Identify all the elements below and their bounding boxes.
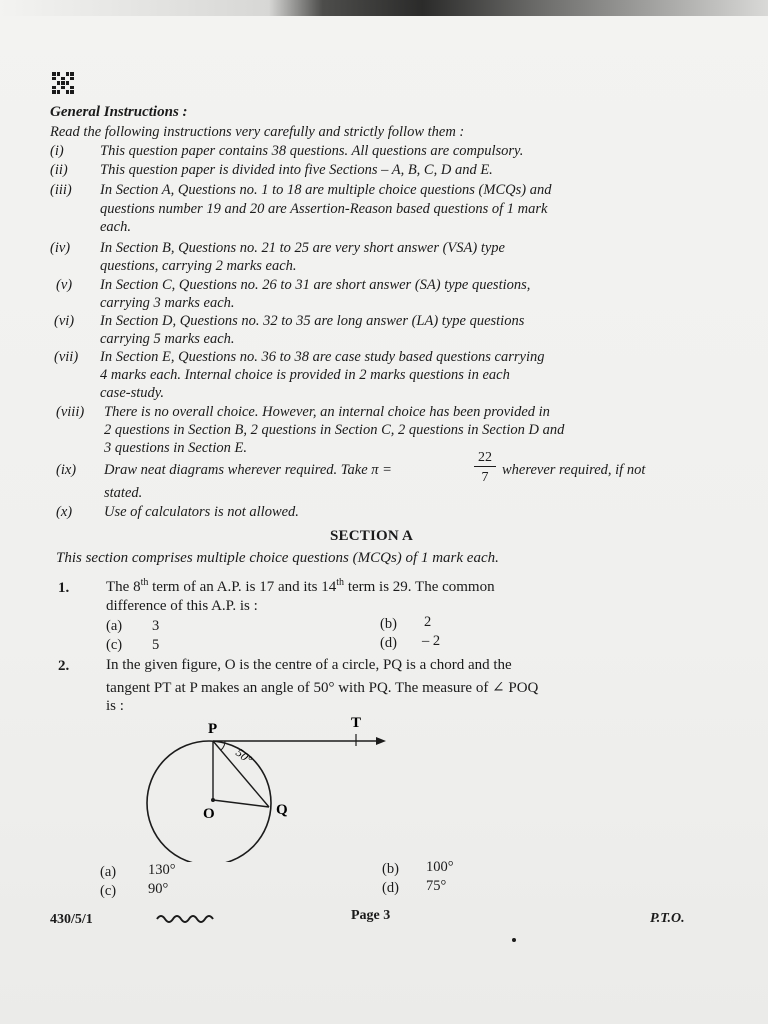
instruction-number: (x) xyxy=(56,504,73,520)
instruction-text: This question paper is divided into five Sections – A, B, C, D and E. xyxy=(100,162,493,178)
instruction-number: (v) xyxy=(56,277,73,293)
instruction-text: In Section B, Questions no. 21 to 25 are very short answer (VSA) type xyxy=(100,240,505,256)
instruction-number: (ix) xyxy=(56,462,77,478)
instruction-text: This question paper contains 38 questions. All questions are compulsory. xyxy=(100,143,524,159)
option-value: 100° xyxy=(426,859,454,875)
instruction-text: 2 questions in Section B, 2 questions in Section C, 2 questions in Section D and xyxy=(104,422,565,438)
option-value: 90° xyxy=(148,881,169,897)
option-label: (b) xyxy=(382,861,399,877)
option-label: (c) xyxy=(100,883,117,899)
ink-dot xyxy=(512,938,516,942)
section-title: SECTION A xyxy=(330,528,414,544)
instruction-number: (iii) xyxy=(50,182,72,198)
paper-code: 430/5/1 xyxy=(50,912,93,927)
center-point xyxy=(211,798,215,802)
question-text: tangent PT at P makes an angle of 50° with PQ. The measure of ∠ POQ xyxy=(106,680,539,696)
page-number: Page 3 xyxy=(351,908,391,923)
instruction-text: each. xyxy=(100,219,131,235)
pto-label: P.T.O. xyxy=(650,911,685,926)
question-number: 1. xyxy=(58,580,70,596)
question-text: The 8th term of an A.P. is 17 and its 14th term is 29. The common xyxy=(106,577,495,595)
instruction-text: In Section A, Questions no. 1 to 18 are multiple choice questions (MCQs) and xyxy=(100,182,552,198)
section-description: This section comprises multiple choice questions (MCQs) of 1 mark each. xyxy=(56,550,499,566)
pi-fraction-denominator: 7 xyxy=(481,470,489,485)
label-p: P xyxy=(208,721,218,737)
instruction-text: carrying 5 marks each. xyxy=(100,331,235,347)
instruction-number: (viii) xyxy=(56,404,85,420)
decorative-wave-icon xyxy=(155,912,215,924)
option-label: (a) xyxy=(106,618,123,634)
instruction-number: (vi) xyxy=(54,313,75,329)
instruction-text: carrying 3 marks each. xyxy=(100,295,235,311)
instruction-text: case-study. xyxy=(100,385,165,401)
option-label: (d) xyxy=(382,880,399,896)
instruction-text: There is no overall choice. However, an internal choice has been provided in xyxy=(104,404,550,420)
instruction-text: 4 marks each. Internal choice is provided in 2 marks questions in each xyxy=(100,367,510,383)
instruction-text: questions number 19 and 20 are Assertion-Reason based questions of 1 mark xyxy=(100,201,548,217)
option-value: – 2 xyxy=(422,633,441,649)
option-label: (c) xyxy=(106,637,123,653)
instruction-number: (ii) xyxy=(50,162,68,178)
question-text: difference of this A.P. is : xyxy=(106,598,258,614)
option-value: 3 xyxy=(152,618,160,634)
option-value: 2 xyxy=(424,614,432,630)
qr-code-icon xyxy=(52,72,74,94)
instruction-text: Draw neat diagrams wherever required. Take π = xyxy=(104,462,392,478)
option-label: (a) xyxy=(100,864,117,880)
question-text: In the given figure, O is the centre of a circle, PQ is a chord and the xyxy=(106,657,512,673)
question-text: is : xyxy=(106,698,124,714)
option-label: (d) xyxy=(380,635,397,651)
pi-fraction-numerator: 22 xyxy=(474,450,496,467)
instructions-title: General Instructions : xyxy=(50,104,188,120)
option-label: (b) xyxy=(380,616,397,632)
instruction-text: Use of calculators is not allowed. xyxy=(104,504,299,520)
option-value: 130° xyxy=(148,862,176,878)
circle xyxy=(147,741,271,862)
radius-oq xyxy=(213,800,269,807)
instruction-text: 3 questions in Section E. xyxy=(104,440,247,456)
question-number: 2. xyxy=(58,658,70,674)
label-t: T xyxy=(351,715,362,731)
instructions-intro: Read the following instructions very carefully and strictly follow them : xyxy=(50,124,465,140)
instruction-text: In Section C, Questions no. 26 to 31 are short answer (SA) type questions, xyxy=(100,277,531,293)
instruction-text: wherever required, if not xyxy=(502,462,646,478)
instruction-text: stated. xyxy=(104,485,143,501)
label-o: O xyxy=(203,806,215,822)
option-value: 5 xyxy=(152,637,160,653)
instruction-text: questions, carrying 2 marks each. xyxy=(100,258,297,274)
angle-label: 50° xyxy=(233,745,256,767)
scan-edge xyxy=(0,0,768,16)
instruction-number: (iv) xyxy=(50,240,71,256)
instruction-text: In Section D, Questions no. 32 to 35 are long answer (LA) type questions xyxy=(100,313,525,329)
label-q: Q xyxy=(276,802,288,818)
arrow-right-icon xyxy=(376,737,386,745)
option-value: 75° xyxy=(426,878,447,894)
instruction-text: In Section E, Questions no. 36 to 38 are case study based questions carrying xyxy=(100,349,545,365)
instruction-number: (i) xyxy=(50,143,64,159)
circle-tangent-figure xyxy=(140,712,400,862)
instruction-number: (vii) xyxy=(54,349,79,365)
